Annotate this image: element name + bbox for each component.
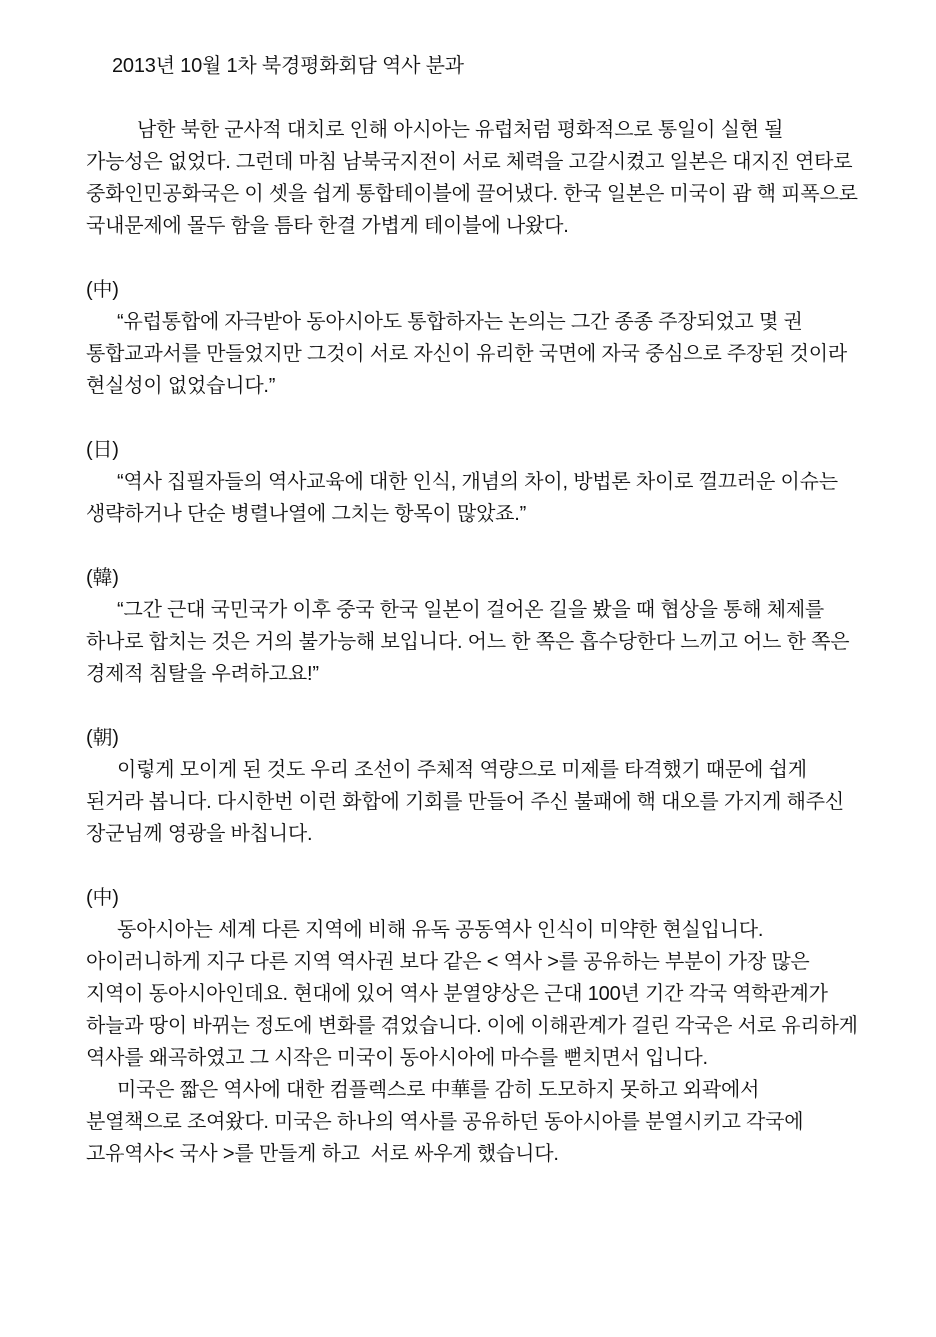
document-section: [86, 722, 860, 850]
paragraph: 미국은 짧은 역사에 대한 컴플렉스로 中華를 감히 도모하지 못하고 외곽에서 분열책으로 조여왔다. 미국은 하나의 역사를 공유하던 동아시아를 분열시키고 각국에 고유역사< 국사 >를 만들게 하고 서로 싸우게 했습니다.: [86, 1079, 809, 1165]
document-title: 2013년 10월 1차 북경평화회담 역사 분과: [112, 55, 464, 77]
speaker-label: (中): [86, 279, 119, 301]
document-section: [86, 882, 864, 1170]
paragraph: 이렇게 모이게 된 것도 우리 조선이 주체적 역량으로 미제를 타격했기 때문에 쉽게 된거라 봅니다. 다시한번 이런 화합에 기회를 만들어 주신 불패에 핵 대오를 가지게 해주신 장군님께 영광을 바칩니다.: [86, 759, 850, 845]
document-section: [86, 274, 860, 402]
speaker-label: (日): [86, 439, 119, 461]
document-section: [86, 114, 864, 242]
paragraph: “유럽통합에 자극받아 동아시아도 통합하자는 논의는 그간 종종 주장되었고 몇 권 통합교과서를 만들었지만 그것이 서로 자신이 유리한 국면에 자국 중심으로 주장된 것이라 현실성이 없었습니다.”: [86, 311, 853, 397]
speaker-label: (中): [86, 887, 119, 909]
paragraph: “그간 근대 국민국가 이후 중국 한국 일본이 걸어온 길을 봤을 때 협상을 통해 체제를 하나로 합치는 것은 거의 불가능해 보입니다. 어느 한 쪽은 흡수당한다 느끼고 어느 한 쪽은 경제적 침탈을 우려하고요!”: [86, 599, 855, 685]
paragraph: 동아시아는 세계 다른 지역에 비해 유독 공동역사 인식이 미약한 현실입니다. 아이러니하게 지구 다른 지역 역사권 보다 같은 < 역사 >를 공유하는 부분이 가장 많은 지역이 동아시아인데요. 현대에 있어 역사 분열양상은 근대 100년 기간 각국 역학관계가 하늘과 땅이 바뀌는 정도에 변화를 겪었습니다. 이에 이해관계가 걸린 각국은 서로 유리하게 역사를 왜곡하였고 그 시작은 미국이 동아시아에 마수를 뻗치면서 입니다.: [86, 919, 864, 1069]
speaker-label: (韓): [86, 567, 119, 589]
document-section: [86, 562, 860, 690]
paragraph: “역사 집필자들의 역사교육에 대한 인식, 개념의 차이, 방법론 차이로 껄끄러운 이슈는 생략하거나 단순 병렬나열에 그치는 항목이 많았죠.”: [86, 471, 844, 525]
document-section: [86, 434, 860, 530]
paragraph: 남한 북한 군사적 대치로 인해 아시아는 유럽처럼 평화적으로 통일이 실현 될 가능성은 없었다. 그런데 마침 남북국지전이 서로 체력을 고갈시켰고 일본은 대지진 연타로 중화인민공화국은 이 셋을 쉽게 통합테이블에 끌어냈다. 한국 일본은 미국이 괌 핵 피폭으로 국내문제에 몰두 함을 틈타 한결 가볍게 테이블에 나왔다.: [86, 119, 864, 237]
speaker-label: (朝): [86, 727, 119, 749]
document-body: [86, 114, 864, 1170]
